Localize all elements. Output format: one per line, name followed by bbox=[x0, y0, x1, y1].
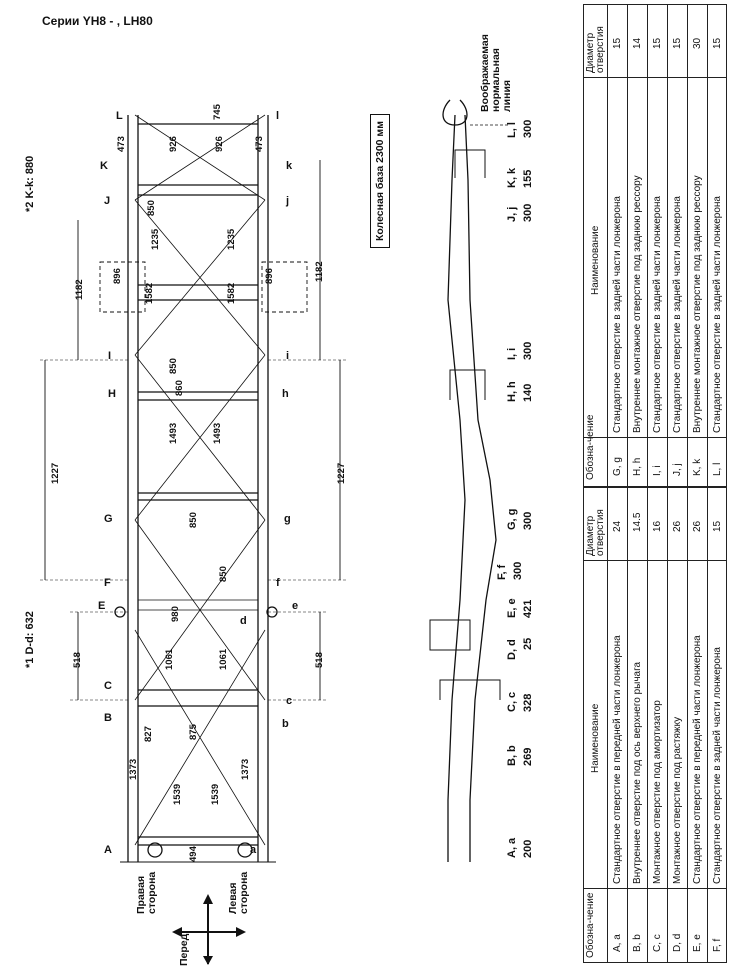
table-rear-code: L, l bbox=[712, 462, 723, 476]
table-front-header-name: Наименование bbox=[590, 703, 601, 773]
table-rear-row bbox=[608, 5, 628, 486]
frame-label-E: E bbox=[98, 600, 106, 612]
table-rear-name: Стандартное отверстие в задней части лонжерона bbox=[612, 196, 623, 433]
table-rear-row bbox=[688, 5, 708, 486]
table-front-row bbox=[668, 488, 688, 962]
table-front-diameter: 26 bbox=[672, 520, 683, 532]
table-front-name: Монтажное отверстие под растяжку bbox=[672, 716, 683, 884]
frame-label-h: h bbox=[282, 388, 289, 400]
frame-label-H: H bbox=[108, 388, 116, 400]
table-front-code: C, c bbox=[652, 934, 663, 952]
frame-label-a: a bbox=[250, 844, 257, 856]
left-side-label: Левая сторона bbox=[227, 871, 250, 914]
side-code-H: H, h bbox=[506, 381, 518, 402]
side-code-C: C, c bbox=[506, 691, 518, 712]
table-front-header-dia: Диаметр отверстия bbox=[585, 509, 606, 556]
dim-494: 494 bbox=[188, 846, 199, 862]
frame-label-A: A bbox=[104, 844, 112, 856]
imaginary-line-label: Воображаемая нормальная линия bbox=[479, 34, 513, 112]
side-code-D: D, d bbox=[506, 639, 518, 660]
dim-850-b: 850 bbox=[188, 512, 199, 528]
table-rear-diameter: 15 bbox=[652, 37, 663, 49]
dim-1539-b: 1539 bbox=[210, 783, 221, 805]
side-code-A: A, a bbox=[506, 837, 518, 858]
dim-896-a: 896 bbox=[112, 268, 123, 284]
frame-label-b: b bbox=[282, 718, 289, 730]
table-rear-diameter: 14 bbox=[632, 37, 643, 49]
dim-1582-a: 1582 bbox=[144, 282, 155, 304]
table-rear-diameter: 15 bbox=[612, 37, 623, 49]
frame-label-d: d bbox=[240, 615, 247, 627]
table-rear-holes bbox=[583, 4, 727, 487]
side-val-H: 140 bbox=[522, 383, 534, 402]
table-rear-row bbox=[708, 5, 728, 486]
side-code-J: J, j bbox=[506, 206, 518, 222]
side-val-E: 421 bbox=[522, 599, 534, 618]
table-front-holes bbox=[583, 487, 727, 963]
frame-label-C: C bbox=[104, 680, 112, 692]
page-title: Серии YH8 - , LH80 bbox=[42, 14, 153, 28]
table-front-code: D, d bbox=[672, 933, 683, 952]
side-code-L: L, l bbox=[506, 122, 518, 138]
dim-860: 860 bbox=[174, 380, 185, 396]
side-val-D: 25 bbox=[522, 637, 534, 650]
table-rear-name: Стандартное отверстие в задней части лонжерона bbox=[652, 196, 663, 433]
frame-label-G: G bbox=[104, 513, 113, 525]
dim-1493-a: 1493 bbox=[168, 422, 179, 444]
table-rear-diameter: 15 bbox=[672, 37, 683, 49]
table-front-row bbox=[628, 488, 648, 962]
frame-label-I: I bbox=[108, 350, 112, 362]
table-front-row bbox=[608, 488, 628, 962]
side-val-B: 269 bbox=[522, 747, 534, 766]
side-val-I: 300 bbox=[522, 341, 534, 360]
dim-473-b: 473 bbox=[254, 136, 265, 152]
side-val-A: 200 bbox=[522, 839, 534, 858]
side-code-G: G, g bbox=[506, 508, 518, 530]
table-rear-header-code: Обозна-чение bbox=[585, 414, 596, 480]
dim-926-b: 926 bbox=[214, 136, 225, 152]
frame-label-K: K bbox=[100, 160, 108, 172]
dim-827: 827 bbox=[143, 726, 154, 742]
side-code-B: B, b bbox=[506, 745, 518, 766]
dim-1373-a: 1373 bbox=[128, 758, 139, 780]
side-code-E: E, e bbox=[506, 598, 518, 618]
dim-1373-b: 1373 bbox=[240, 758, 251, 780]
note-kk: *2 K-k: 880 bbox=[24, 155, 36, 212]
dim-1493-b: 1493 bbox=[212, 422, 223, 444]
frame-label-l: l bbox=[276, 110, 280, 122]
dim-1582-b: 1582 bbox=[226, 282, 237, 304]
table-rear-row bbox=[648, 5, 668, 486]
table-rear-diameter: 15 bbox=[712, 37, 723, 49]
table-front-code: F, f bbox=[712, 938, 723, 952]
table-front-name: Внутреннее отверстие под ось верхнего рычага bbox=[632, 661, 643, 884]
table-rear-row bbox=[668, 5, 688, 486]
table-front-diameter: 15 bbox=[712, 520, 723, 532]
frame-label-j: j bbox=[286, 195, 290, 207]
frame-label-g: g bbox=[284, 513, 291, 525]
table-rear-header-dia: Диаметр отверстия bbox=[585, 26, 606, 73]
dim-926-a: 926 bbox=[168, 136, 179, 152]
table-front-code: B, b bbox=[632, 934, 643, 952]
dim-1182-b: 1182 bbox=[314, 261, 325, 282]
dim-518-b: 518 bbox=[314, 652, 325, 668]
table-front-row bbox=[648, 488, 668, 962]
table-rear-name: Стандартное отверстие в задней части лонжерона bbox=[672, 196, 683, 433]
side-val-K: 155 bbox=[522, 169, 534, 188]
dim-1539-a: 1539 bbox=[172, 783, 183, 805]
dim-875: 875 bbox=[188, 724, 199, 740]
dim-1227-a: 1227 bbox=[50, 462, 61, 484]
dim-518-a: 518 bbox=[72, 652, 83, 668]
table-rear-name: Внутреннее монтажное отверстие под заднюю рессору bbox=[632, 175, 643, 433]
dim-980: 980 bbox=[170, 606, 181, 622]
dim-473-a: 473 bbox=[116, 136, 127, 152]
dim-1235-b: 1235 bbox=[226, 228, 237, 250]
side-code-F: F, f bbox=[496, 564, 508, 580]
table-rear-row bbox=[628, 5, 648, 486]
side-code-I: I, i bbox=[506, 347, 518, 360]
dim-1227-b: 1227 bbox=[336, 462, 347, 484]
dim-1235-a: 1235 bbox=[150, 228, 161, 250]
table-rear-code: G, g bbox=[612, 457, 623, 476]
table-front-name: Монтажное отверстие под амортизатор bbox=[652, 700, 663, 884]
table-front-diameter: 24 bbox=[612, 520, 623, 532]
dim-1182-a: 1182 bbox=[74, 279, 85, 300]
frame-label-k: k bbox=[286, 160, 293, 172]
table-rear-code: J, j bbox=[672, 463, 683, 476]
front-label: Перед bbox=[178, 933, 190, 966]
frame-label-e: e bbox=[292, 600, 299, 612]
dim-1061-a: 1061 bbox=[164, 648, 175, 670]
side-val-F: 300 bbox=[512, 561, 524, 580]
dim-896-b: 896 bbox=[264, 268, 275, 284]
frame-label-L: L bbox=[116, 110, 123, 122]
right-side-label: Правая сторона bbox=[135, 871, 158, 914]
frame-label-J: J bbox=[104, 195, 111, 207]
table-front-code: E, e bbox=[692, 934, 703, 952]
frame-label-B: B bbox=[104, 712, 112, 724]
table-front-code: A, a bbox=[612, 934, 623, 952]
table-front-diameter: 16 bbox=[652, 520, 663, 532]
dim-850-d: 850 bbox=[146, 200, 157, 216]
dim-1061-b: 1061 bbox=[218, 648, 229, 670]
table-rear-code: K, k bbox=[692, 458, 703, 476]
side-val-L: 300 bbox=[522, 119, 534, 138]
side-val-C: 328 bbox=[522, 693, 534, 712]
table-rear-name: Стандартное отверстие в задней части лонжерона bbox=[712, 196, 723, 433]
side-val-G: 300 bbox=[522, 511, 534, 530]
frame-label-f: f bbox=[276, 577, 280, 589]
dim-745: 745 bbox=[212, 104, 223, 120]
table-front-row bbox=[688, 488, 708, 962]
table-front-name: Стандартное отверстие в передней части лонжерона bbox=[612, 635, 623, 884]
table-rear-name: Внутреннее монтажное отверстие под заднюю рессору bbox=[692, 175, 703, 433]
dim-850-c: 850 bbox=[168, 358, 179, 374]
table-front-diameter: 26 bbox=[692, 520, 703, 532]
frame-label-c: c bbox=[286, 695, 293, 707]
table-rear-diameter: 30 bbox=[692, 37, 703, 49]
frame-label-i: i bbox=[286, 350, 290, 362]
side-val-J: 300 bbox=[522, 203, 534, 222]
table-front-row bbox=[708, 488, 728, 962]
side-code-K: K, k bbox=[506, 167, 518, 188]
table-front-name: Стандартное отверстие в передней части лонжерона bbox=[692, 635, 703, 884]
note-dd: *1 D-d: 632 bbox=[24, 611, 36, 668]
table-rear-header-name: Наименование bbox=[590, 225, 601, 295]
table-front-name: Стандартное отверстие в задней части лонжерона bbox=[712, 647, 723, 884]
table-front-diameter: 14.5 bbox=[632, 512, 643, 532]
table-front-header-code: Обозна-чение bbox=[585, 892, 596, 958]
frame-label-F: F bbox=[104, 577, 111, 589]
wheelbase-box: Колесная база 2300 мм bbox=[370, 114, 390, 248]
dim-850-a: 850 bbox=[218, 566, 229, 582]
table-rear-code: H, h bbox=[632, 457, 643, 476]
table-rear-code: I, i bbox=[652, 465, 663, 476]
